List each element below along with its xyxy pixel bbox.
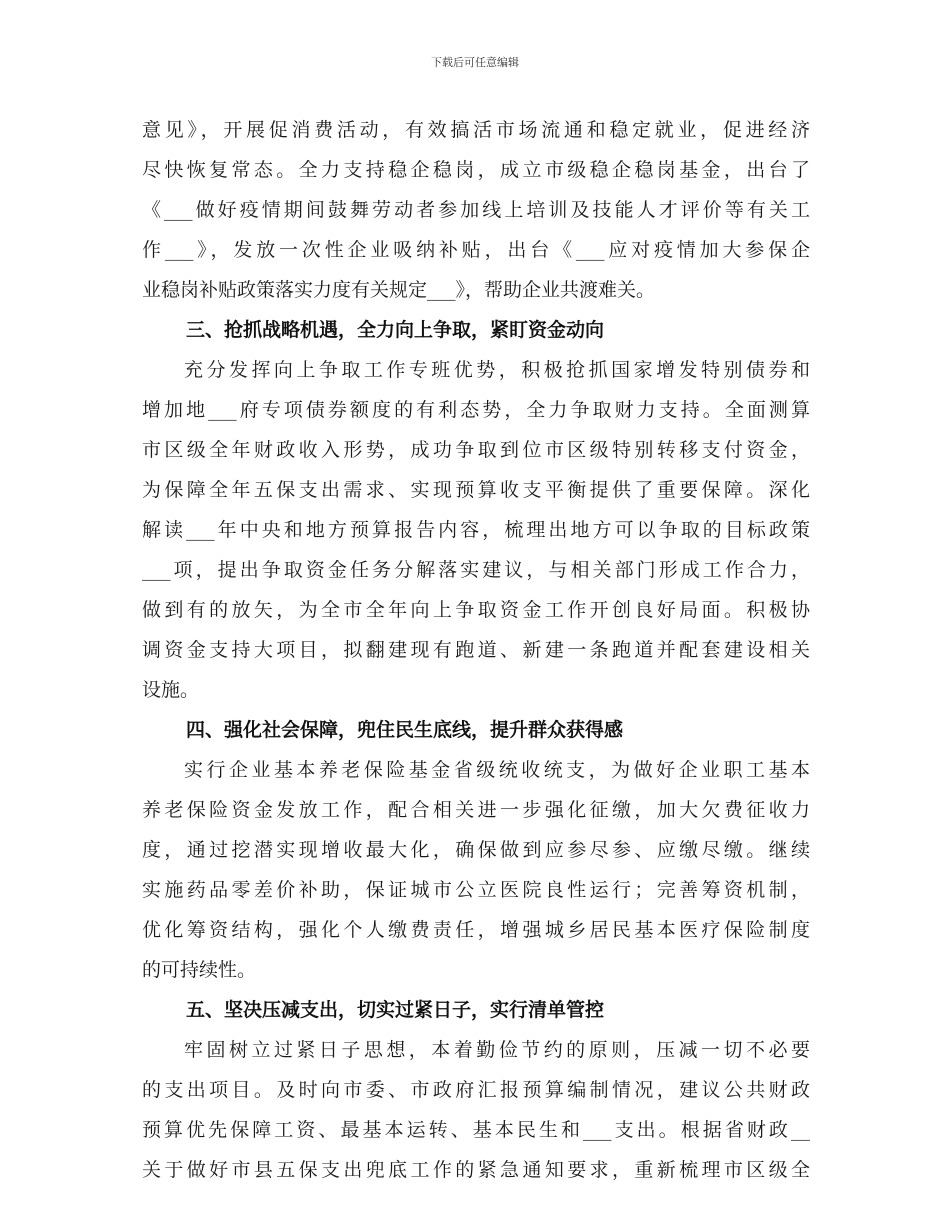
paragraph-line: ___项，提出争取资金任务分解落实建议，与相关部门形成工作合力， [142,559,810,581]
page-header: 下载后可任意编辑 [431,56,519,69]
document-body [142,110,810,1190]
section-heading: 三、抢抓战略机遇，全力向上争取，紧盯资金动向 [186,319,605,341]
paragraph-line: 关于做好市县五保支出兜底工作的紧急通知要求，重新梳理市区级全 [142,1159,810,1181]
paragraph-line: 优化筹资结构，强化个人缴费责任，增强城乡居民基本医疗保险制度 [142,919,810,941]
paragraph-line: 调资金支持大项目，拟翻建现有跑道、新建一条跑道并配套建设相关 [142,639,810,661]
paragraph-line: 实施药品零差价补助，保证城市公立医院良性运行；完善筹资机制， [142,879,810,901]
paragraph-line: 为保障全年五保支出需求、实现预算收支平衡提供了重要保障。深化 [142,479,810,501]
paragraph-line: 充分发挥向上争取工作专班优势，积极抢抓国家增发特别债券和 [184,359,810,381]
paragraph-line: 做到有的放矢，为全市全年向上争取资金工作开创良好局面。积极协 [142,599,810,621]
section-heading: 五、坚决压减支出，切实过紧日子，实行清单管控 [186,999,605,1021]
paragraph-line: 业稳岗补贴政策落实力度有关规定___》，帮助企业共渡难关。 [142,279,656,301]
paragraph-line: 度，通过挖潜实现增收最大化，确保做到应参尽参、应缴尽缴。继续 [142,839,810,861]
paragraph-line: 作___》，发放一次性企业吸纳补贴，出台《___应对疫情加大参保企 [142,239,810,261]
paragraph-line: 市区级全年财政收入形势，成功争取到位市区级特别转移支付资金， [142,439,810,461]
paragraph-line: 实行企业基本养老保险基金省级统收统支，为做好企业职工基本 [184,759,810,781]
paragraph-line: 的可持续性。 [142,959,257,981]
paragraph-line: 尽快恢复常态。全力支持稳企稳岗，成立市级稳企稳岗基金，出台了 [142,159,810,181]
paragraph-line: 预算优先保障工资、最基本运转、基本民生和___支出。根据省财政__ [142,1119,810,1141]
paragraph-line: 养老保险资金发放工作，配合相关进一步强化征缴，加大欠费征收力 [142,799,810,821]
paragraph-line: 增加地___府专项债券额度的有利态势，全力争取财力支持。全面测算 [142,399,810,421]
paragraph-line: 解读___年中央和地方预算报告内容，梳理出地方可以争取的目标政策 [142,519,810,541]
paragraph-line: 的支出项目。及时向市委、市政府汇报预算编制情况，建议公共财政 [142,1079,810,1101]
paragraph-line: 意见》，开展促消费活动，有效搞活市场流通和稳定就业，促进经济 [142,119,810,141]
paragraph-line: 《___做好疫情期间鼓舞劳动者参加线上培训及技能人才评价等有关工 [142,199,810,221]
paragraph-line: 设施。 [142,679,200,701]
paragraph-line: 牢固树立过紧日子思想，本着勤俭节约的原则，压减一切不必要 [184,1039,810,1061]
section-heading: 四、强化社会保障，兜住民生底线，提升群众获得感 [186,719,624,741]
